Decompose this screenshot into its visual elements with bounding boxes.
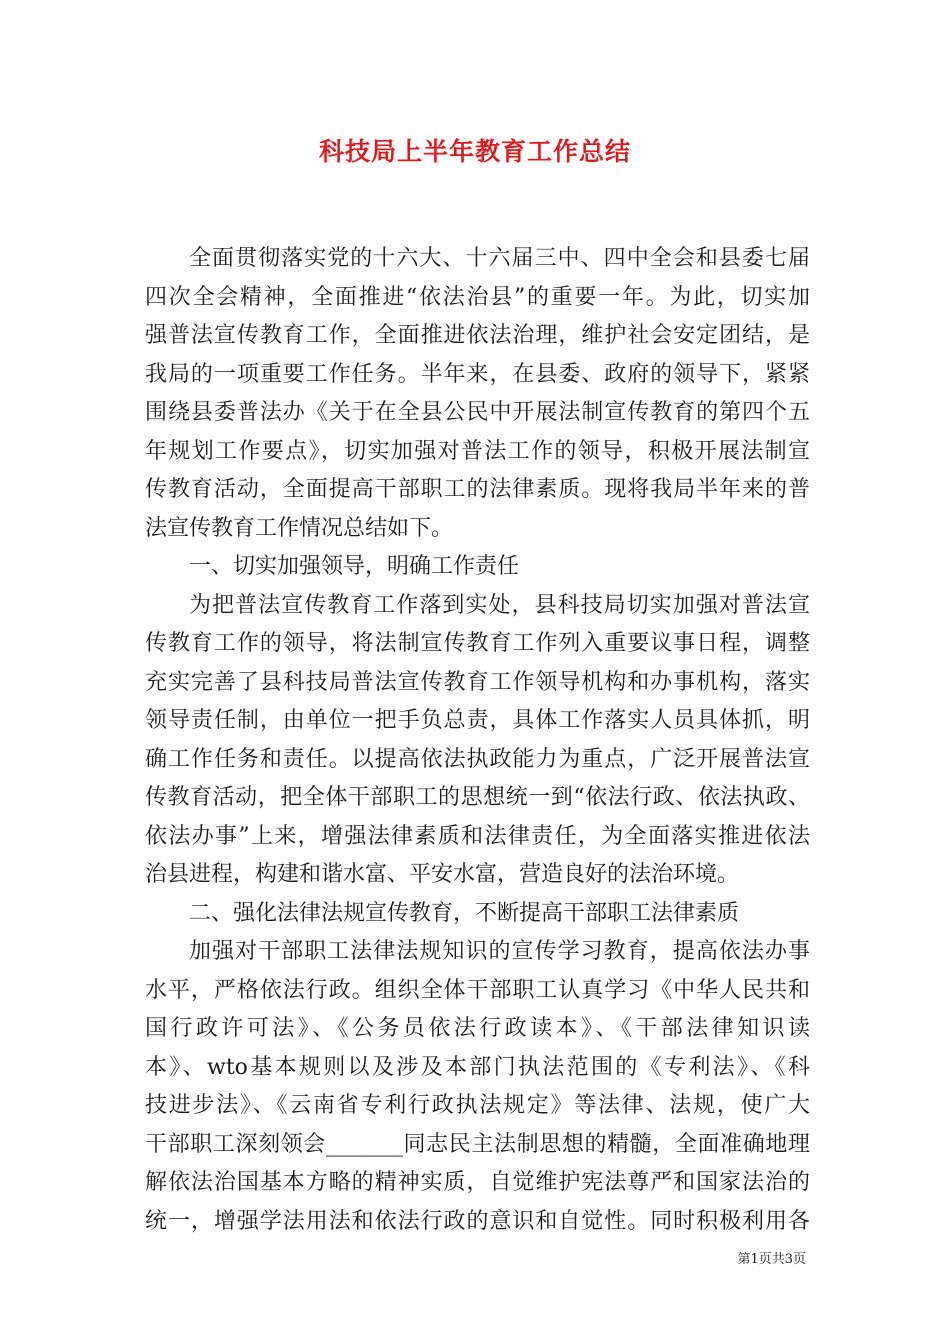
paragraph-line: 法宣传教育工作情况总结如下。 [145, 515, 454, 541]
paragraph-line: 四次全会精神，全面推进“依法治县”的重要一年。为此，切实加 [145, 284, 810, 310]
paragraph-line: 水平，严格依法行政。组织全体干部职工认真学习《中华人民共和 [145, 977, 810, 1003]
paragraph-line: 解依法治国基本方略的精神实质，自觉维护宪法尊严和国家法治的 [145, 1170, 810, 1195]
paragraph-line: 强普法宣传教育工作，全面推进依法治理，维护社会安定团结，是 [145, 323, 810, 348]
paragraph-line: 依法办事”上来，增强法律素质和法律责任，为全面落实推进依法 [145, 823, 810, 849]
paragraph-line: 围绕县委普法办《关于在全县公民中开展法制宣传教育的第四个五 [145, 400, 810, 425]
page-number: 第1页共3页 [737, 1252, 806, 1267]
document-body [145, 240, 810, 1241]
paragraph-line: 传教育活动，把全体干部职工的思想统一到“依法行政、依法执政、 [145, 785, 810, 810]
paragraph-line: 领导责任制，由单位一把手负总责，具体工作落实人员具体抓，明 [145, 708, 810, 733]
paragraph-line: 充实完善了县科技局普法宣传教育工作领导机构和办事机构，落实 [145, 669, 810, 695]
paragraph-line: 年规划工作要点》，切实加强对普法工作的领导，积极开展法制宣 [145, 438, 810, 464]
paragraph-line: 国行政许可法》、《公务员依法行政读本》、《干部法律知识读 [145, 1016, 810, 1041]
paragraph-line: 技进步法》、《云南省专利行政执法规定》等法律、法规，使广大 [145, 1093, 810, 1118]
document-title: 科技局上半年教育工作总结 [318, 137, 631, 166]
paragraph-line: 本》、wto基本规则以及涉及本部门执法范围的《专利法》、《科 [145, 1054, 810, 1080]
paragraph-line: 加强对干部职工法律法规知识的宣传学习教育，提高依法办事 [189, 939, 810, 964]
section-heading: 二、强化法律法规宣传教育，不断提高干部职工法律素质 [189, 900, 740, 926]
paragraph-line: 传教育工作的领导，将法制宣传教育工作列入重要议事日程，调整 [145, 631, 810, 656]
paragraph-line: 传教育活动，全面提高干部职工的法律素质。现将我局半年来的普 [145, 477, 810, 502]
paragraph-line: 我局的一项重要工作任务。半年来，在县委、政府的领导下，紧紧 [145, 361, 810, 387]
paragraph-line: 全面贯彻落实党的十六大、十六届三中、四中全会和县委七届 [189, 246, 810, 271]
section-heading: 一、切实加强领导，明确工作责任 [189, 554, 520, 579]
paragraph-line: 确工作任务和责任。以提高依法执政能力为重点，广泛开展普法宣 [145, 746, 810, 772]
paragraph-line: 治县进程，构建和谐水富、平安水富，营造良好的法治环境。 [145, 862, 740, 887]
paragraph-line: 为把普法宣传教育工作落到实处，县科技局切实加强对普法宣 [189, 592, 810, 618]
paragraph-line: 统一，增强学法用法和依法行政的意识和自觉性。同时积极利用各 [145, 1208, 810, 1234]
paragraph-line: 干部职工深刻领会_______同志民主法制思想的精髓，全面准确地理 [145, 1131, 810, 1157]
